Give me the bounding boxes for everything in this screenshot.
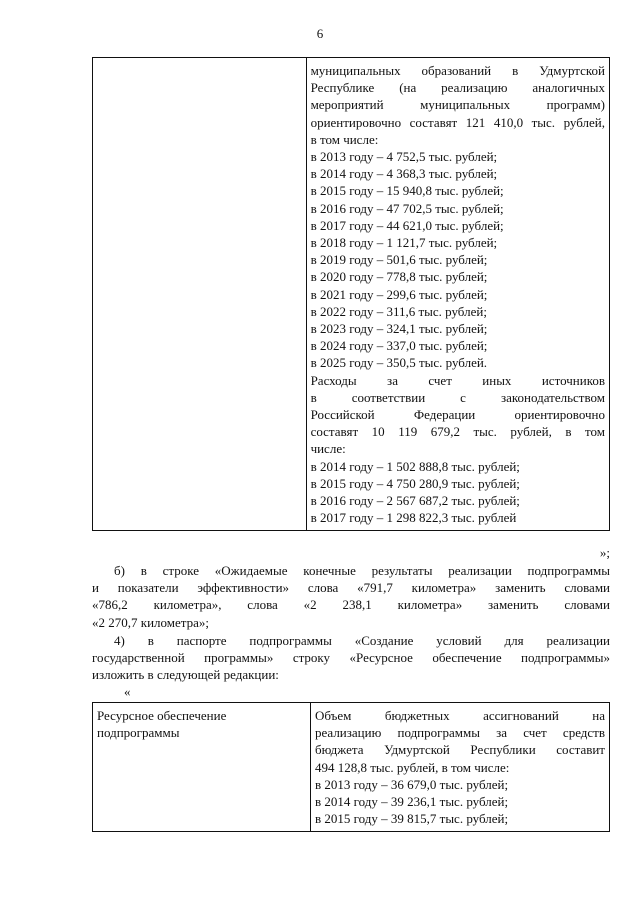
paragraph-b-line: «2 270,7 километра»; xyxy=(92,614,209,630)
table1-line: в 2015 году – 15 940,8 тыс. рублей; xyxy=(310,183,504,199)
table1-line: в 2016 году – 2 567 687,2 тыс. рублей; xyxy=(310,493,520,509)
table1-line: в 2020 году – 778,8 тыс. рублей; xyxy=(310,269,488,285)
table1-line: ориентировочно составят 121 410,0 тыс. рублей, xyxy=(310,114,605,130)
table1-line: в 2014 году – 1 502 888,8 тыс. рублей; xyxy=(310,458,520,474)
paragraph-4 xyxy=(92,632,610,684)
paragraph-4-line: государственной программы» строку «Ресурсное обеспечение подпрограммы» xyxy=(92,650,610,666)
opening-quote: « xyxy=(124,684,131,699)
paragraph-b xyxy=(92,562,610,631)
resource-table-new xyxy=(92,702,610,832)
table1-line: в 2024 году – 337,0 тыс. рублей; xyxy=(310,338,488,354)
table2-left-line: подпрограммы xyxy=(97,725,180,741)
table1-line: Расходы за счет иных источников xyxy=(310,372,605,388)
paragraph-b-line: б) в строке «Ожидаемые конечные результаты реализации подпрограммы xyxy=(114,563,610,578)
table1-line: Российской Федерации ориентировочно xyxy=(310,407,605,423)
table1-line: в 2018 году – 1 121,7 тыс. рублей; xyxy=(310,235,498,251)
table1-line: в 2022 году – 311,6 тыс. рублей; xyxy=(310,303,487,319)
table1-line: мероприятий муниципальных программ) xyxy=(310,97,605,113)
table2-line: в 2015 году – 39 815,7 тыс. рублей; xyxy=(315,811,509,827)
table1-line: в 2014 году – 4 368,3 тыс. рублей; xyxy=(310,166,498,182)
table1-left-cell xyxy=(93,58,307,531)
table1-line: в 2013 году – 4 752,5 тыс. рублей; xyxy=(310,149,498,165)
table1-line: в соответствии с законодательством xyxy=(310,389,605,405)
table1-line: в 2015 году – 4 750 280,9 тыс. рублей; xyxy=(310,475,520,491)
table1-line: Республике (на реализацию аналогичных xyxy=(310,80,605,96)
table1-line: в 2017 году – 44 621,0 тыс. рублей; xyxy=(310,217,504,233)
table2-left-line: Ресурсное обеспечение xyxy=(97,708,227,723)
table1-line: в 2017 году – 1 298 822,3 тыс. рублей xyxy=(310,510,517,526)
resource-table-continued xyxy=(92,57,610,531)
table1-line: в 2023 году – 324,1 тыс. рублей; xyxy=(310,321,488,337)
table1-line: в 2021 году – 299,6 тыс. рублей; xyxy=(310,286,488,302)
table1-line: числе: xyxy=(310,441,346,457)
table2-line: 494 128,8 тыс. рублей, в том числе: xyxy=(315,759,510,775)
table2-line: реализацию подпрограммы за счет средств xyxy=(315,725,605,741)
page-number: 6 xyxy=(316,26,324,41)
table2-line: Объем бюджетных ассигнований на xyxy=(315,708,605,723)
table2-line: бюджета Удмуртской Республики составит xyxy=(315,742,605,758)
paragraph-4-line: изложить в следующей редакции: xyxy=(92,667,279,683)
table1-line: в 2025 году – 350,5 тыс. рублей. xyxy=(310,355,488,371)
table1-line: в том числе: xyxy=(310,131,379,147)
table1-line: составят 10 119 679,2 тыс. рублей, в том xyxy=(310,424,605,440)
table2-right-cell xyxy=(311,703,610,832)
table1-right-cell xyxy=(306,58,609,531)
table2-left-cell xyxy=(93,703,311,832)
closing-quote: »; xyxy=(599,545,610,560)
table2-line: в 2013 году – 36 679,0 тыс. рублей; xyxy=(315,776,509,792)
table1-line: муниципальных образований в Удмуртской xyxy=(310,63,605,78)
table1-line: в 2019 году – 501,6 тыс. рублей; xyxy=(310,252,488,268)
table1-line: в 2016 году – 47 702,5 тыс. рублей; xyxy=(310,200,504,216)
paragraph-4-line: 4) в паспорте подпрограммы «Создание условий для реализации xyxy=(114,633,610,648)
paragraph-b-line: «786,2 километра», слова «2 238,1 километра» заменить словами xyxy=(92,597,610,613)
table2-line: в 2014 году – 39 236,1 тыс. рублей; xyxy=(315,794,509,810)
paragraph-b-line: и показатели эффективности» слова «791,7 километра» заменить словами xyxy=(92,580,610,596)
